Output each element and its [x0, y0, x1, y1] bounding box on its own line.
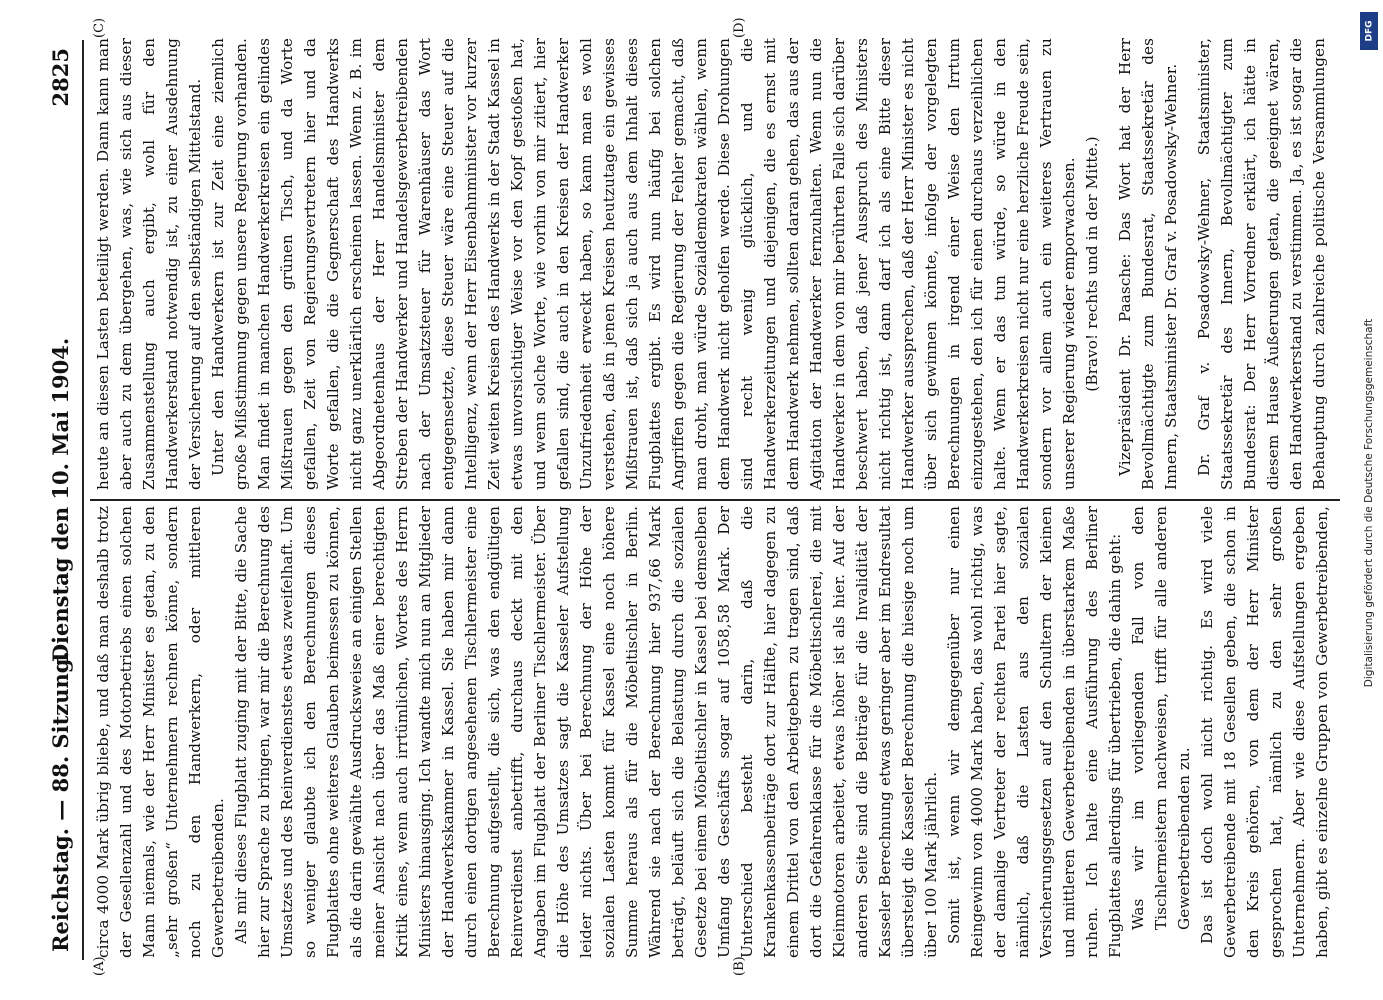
left-column: [92, 506, 1332, 958]
margin-marker-c: (C): [91, 17, 107, 38]
paragraph: Somit ist, wenn wir demgegenüber nur einen Reingewinn von 4000 Mark haben, das wohl richtig, was der damalige Vertreter der rechten Partei hier sagte, nämlich, daß die Lasten aus den sozialen Versicherungsgesetzen auf den Schultern der kleinen und mittleren Gewerbetreibenden in überstarkem Maße ruhen. Ich halte eine Ausführung des Berliner Flugblattes allerdings für übertrieben, die dahin geht:: [944, 506, 1124, 958]
header-left: Reichstag. — 88. Sitzung.: [47, 651, 73, 952]
page-number: 2825: [47, 48, 73, 107]
paragraph: Als mir dieses Flugblatt zuging mit der Bitte, die Sache hier zur Sprache zu bringen, war mir die Berechnung des Umsatzes und des Reinverdienstes etwas zweifelhaft. Um so weniger glaubte ich den Berechnungen dieses Flugblattes ohne weiteres Glauben beimessen zu können, als die darin gewählte Ausdrucksweise an einigen Stellen meiner Ansicht nach über das Maß einer berechtigten Kritik eines, wenn auch irrtümlichen, Wortes des Herrn Ministers hinausging. Ich wandte mich nun an Mitglieder der Handwerkskammer in Kassel. Sie haben mir dann durch einen dortigen angesehenen Tischlermeister eine Berechnung aufgestellt, die sich, was den endgültigen Reinverdienst anbetrifft, durchaus deckt mit den Angaben im Flugblatt der Berliner Tischlermeister. Über die Höhe des Umsatzes sagt die Kasseler Aufstellung leider nichts. Über bei Berechnung der Höhe der sozialen Lasten kommt für Kassel eine noch höhere Summe heraus als für die Möbeltischler in Berlin. Während sie nach der Berechnung hier 937,66 Mark beträgt, beläuft sich die Belastung durch die sozialen Gesetze bei einem Möbeltischler in Kassel bei demselben Umfang des Geschäfts sogar auf 1058,58 Mark. Der Unterschied besteht darin, daß die Krankenkassenbeiträge dort zur Hälfte, hier dagegen zu einem Drittel von den Arbeitgebern zu tragen sind, daß dort die Gefahrenklasse für die Möbeltischlerei, die mit Kleinmotoren arbeitet, etwas höher ist als hier. Auf der anderen Seite sind die Beiträge für die Invalidität der Kasseler Berechnung etwas geringer aber im Endresultat übersteigt die Kasseler Berechnung die hiesige noch um über 100 Mark jährlich.: [231, 506, 940, 958]
quoted-paragraph: Was wir im vorliegenden Fall von den Tischlermeistern nachweisen, trifft für alle anderen Gewerbetreibenden zu.: [1128, 506, 1193, 930]
speaker-paragraph: Vizepräsident Dr. Paasche: Das Wort hat der Herr Bevollmächtigte zum Bundesrat, Staatssekretär des Innern, Staatsminister Dr. Graf v. Posadowsky-Wehner.: [1115, 38, 1180, 490]
margin-marker-d: (D): [731, 17, 747, 38]
paragraph: heute an diesen Lasten beteiligt werden. Dann kann man aber auch zu dem übergehen, was, wie sich aus dieser Zusammenstellung auch ergibt, wohl für den Handwerkerstand notwendig ist, zu einer Ausdehnung der Versicherung auf den selbständigen Mittelstand.: [93, 38, 204, 490]
funding-strip: [1358, 8, 1380, 998]
applause-note: (Bravo! rechts und in der Mitte.): [1082, 136, 1101, 392]
page-header: [42, 20, 92, 980]
margin-marker-b: (B): [731, 956, 747, 976]
rotated-page: [42, 17, 1342, 980]
paragraph: Unter den Handwerkern ist zur Zeit eine ziemlich große Mißstimmung gegen unsere Regierung vorhanden. Man findet in manchen Handwerkerkreisen ein gelindes Mißtrauen gegen den grünen Tisch, und da Worte gefallen, Zeit von Regierungsvertretern hier und da Worte gefallen, die die Gegnerschaft des Handwerks nicht ganz unerklärlich erscheinen lassen. Wenn z. B. im Abgeordnetenhaus der Herr Handelsminister dem Streben der Handwerker und Handelsgewerbetreibenden nach der Umsatzsteuer für Warenhäuser das Wort entgegensetzte, diese Steuer wäre eine Steuer auf die Intelligenz, wenn der Herr Eisenbahnminister vor kurzer Zeit weiten Kreisen des Handwerks in der Stadt Kassel in etwas unvorsichtiger Weise vor den Kopf gestoßen hat, und wenn solche Worte, wie vorhin von mir zitiert, hier gefallen sind, die auch in den Kreisen der Handwerker Unzufriedenheit erweckt haben, so kann man es wohl verstehen, daß in jenen Kreisen heutzutage ein gewisses Mißtrauen ist, daß sich ja auch aus dem Inhalt dieses Flugblattes ergibt. Es wird nun häufig bei solchen Angriffen gegen die Regierung der Fehler gemacht, daß man droht, man würde Sozialdemokraten wählen, wenn dem Handwerk nicht geholfen werde. Diese Drohungen sind recht wenig glücklich, und die Handwerkerzeitungen und diejenigen, die es ernst mit dem Handwerk nehmen, sollten daran gehen, das aus der Agitation der Handwerker fernzuhalten. Wenn nun die Handwerker in dem von mir berührten Falle sich darüber beschwert haben, daß jener Ausspruch des Ministers nicht richtig ist, dann darf ich als eine Bitte dieser Handwerker aussprechen, daß der Herr Minister es nicht über sich gewinnen könnte, infolge der vorgelegten Berechnungen in irgend einer Weise den Irrtum einzugestehen, den ich für einen durchaus verzeihlichen halte. Wenn er das tun würde, so würde in den Handwerkerkreisen nicht nur eine herzliche Freude sein, sondern vor allem auch ein weiteres Vertrauen zu unserer Regierung wieder emporwachsen.: [208, 38, 1078, 490]
funding-notice: Digitalisierung gefördert durch die Deutsche Forschungsgemeinschaft: [1363, 318, 1375, 688]
dfg-logo: DFG: [1360, 12, 1378, 50]
paragraph: circa 4000 Mark übrig bliebe, und daß man deshalb trotz der Gesellenzahl und des Motorbetriebs einen solchen Mann niemals, wie der Herr Minister es getan, zu den „sehr großen“ Unternehmern rechnen könne, sondern noch zu den Handwerkern, oder mittleren Gewerbetreibenden.: [93, 506, 227, 958]
paragraph: Das ist doch wohl nicht richtig. Es wird viele Gewerbetreibende mit 18 Gesellen geben, die schon in den Kreis gehören, von dem der Herr Minister gesprochen hat, nämlich zu den sehr großen Unternehmern. Aber wie diese Aufstellungen ergeben haben, gibt es einzelne Gruppen von Gewerbetreibenden,: [1197, 506, 1331, 958]
right-column: [92, 38, 1332, 490]
speech-paragraph: Dr. Graf v. Posadowsky-Wehner, Staatsminister, Staatssekretär des Innern, Bevollmächtigter zum Bundesrat: Der Herr Vorredner erklärt, ich hätte in diesem Hause Äußerungen getan, die geeignet wären, den Handwerkerstand zu verstimmen. Ja, es ist sogar die Behauptung durch zahlreiche politische Versammlungen: [1194, 38, 1328, 490]
column-divider: [90, 499, 1340, 501]
header-rule: [82, 40, 84, 960]
header-date: Dienstag den 10. Mai 1904.: [47, 337, 73, 663]
margin-marker-a: (A): [91, 956, 107, 976]
